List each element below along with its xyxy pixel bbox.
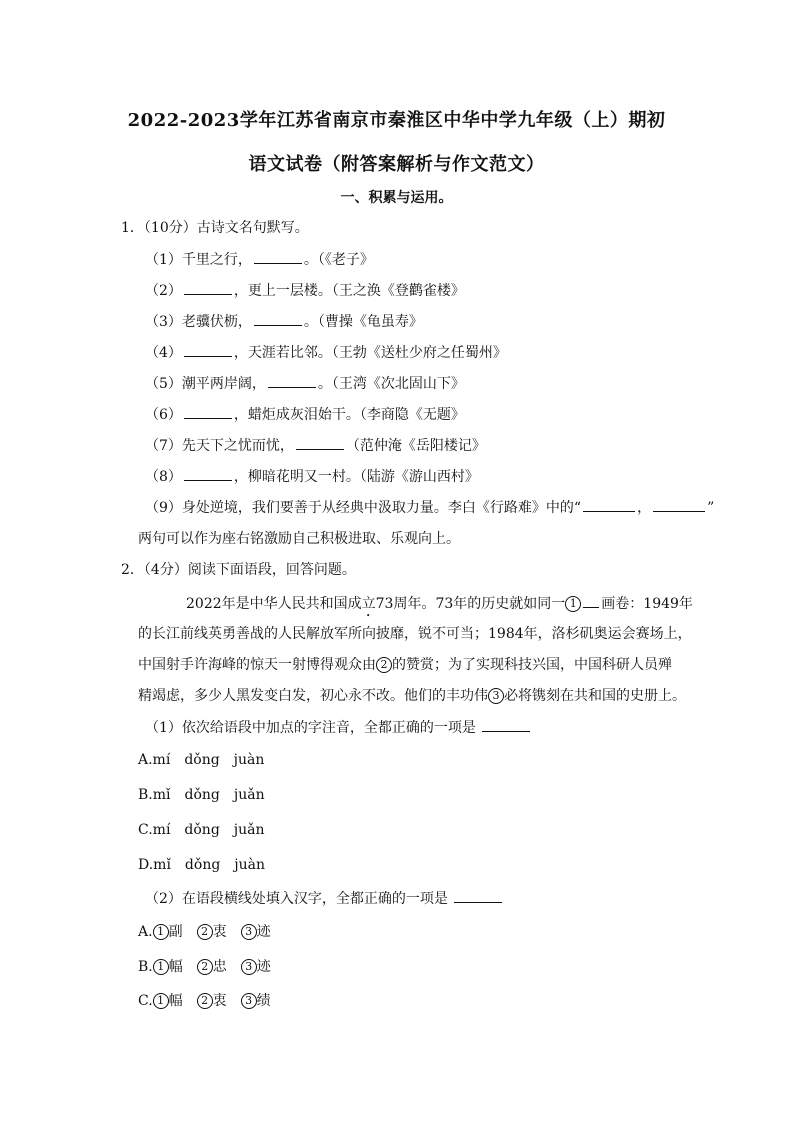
q1-item-3: （3）老骥伏枥， 。（曹操《龟虽寿》 [145,311,423,332]
answer-blank[interactable] [583,593,599,608]
answer-blank[interactable] [184,466,232,481]
answer-blank[interactable] [254,311,302,326]
q2-sub2: （2）在语段横线处填入汉字，全都正确的一项是 [145,888,504,909]
q2-sub1-option-b[interactable]: B.mǐ dǒng juǎn [138,787,265,803]
section-heading: 一、积累与运用。 [340,190,453,206]
q2-sub1-option-c[interactable]: C.mí dǒng juǎn [138,822,265,838]
answer-blank[interactable] [254,249,302,264]
q1-item-5: （5）潮平两岸阔， 。（王湾《次北固山下》 [145,373,465,394]
q1-item-6: （6） ，蜡炬成灰泪始干。（李商隐《无题》 [145,404,465,425]
passage-line-2: 的长江前线英勇善战的人民解放军所向披靡，锐不可当；1984年，洛杉矶奥运会赛场上， [138,626,692,642]
q2-sub2-option-b[interactable]: B. 1 幅 2 忠 3 迹 [138,959,271,975]
question-2-stem: 2．（4分）阅读下面语段，回答问题。 [121,562,356,578]
doc-title-line1: 2022-2023学年江苏省南京市秦淮区中华中学九年级（上）期初 [127,110,666,131]
q2-sub2-option-c[interactable]: C. 1 幅 2 衷 3 绩 [138,993,271,1009]
answer-blank[interactable] [482,717,530,732]
circled-number: 2 [376,657,392,673]
q1-item-8: （8） ，柳暗花明又一村。（陆游《游山西村》 [145,466,479,487]
answer-blank[interactable] [296,435,344,450]
question-1-stem: 1．（10分）古诗文名句默写。 [121,220,309,236]
answer-blank[interactable] [184,404,232,419]
answer-blank[interactable] [184,342,232,357]
circled-number: 3 [488,688,504,704]
q2-sub1-option-d[interactable]: D.mǐ dǒng juàn [138,857,266,873]
q2-sub1-option-a[interactable]: A.mí dǒng juàn [138,752,265,768]
answer-blank[interactable] [268,373,316,388]
q1-item-9: （9）身处逆境，我们要善于从经典中汲取力量。李白《行路难》中的“ ， ” [145,497,714,518]
q2-sub1: （1）依次给语段中加点的字注音，全都正确的一项是 [145,717,532,738]
q2-sub2-option-a[interactable]: A. 1 副 2 衷 3 迹 [138,924,271,940]
q1-item-7: （7）先天下之忧而忧， （范仲淹《岳阳楼记》 [145,435,486,456]
passage-line-3: 中国射手许海峰的惊天一射博得观众由 2 的赞赏；为了实现科技兴国，中国科研人员殚 [138,657,672,673]
doc-title-line2: 语文试卷（附答案解析与作文范文） [248,154,545,175]
answer-blank[interactable] [184,280,232,295]
q1-item-4: （4） ，天涯若比邻。（王勃《送杜少府之任蜀州》 [145,342,507,363]
passage-line-1: 2022年是中华人民共和国成立73周年。73年的历史就如同一 1 画卷：1949年 [186,593,693,620]
circled-number: 1 [565,596,581,612]
q1-item-9-cont: 两句可以作为座右铭激励自己积极进取、乐观向上。 [138,531,460,547]
answer-blank[interactable] [653,497,705,512]
answer-blank[interactable] [454,888,502,903]
answer-blank[interactable] [583,497,635,512]
q1-item-2: （2） ，更上一层楼。（王之涣《登鹳雀楼》 [145,280,465,301]
passage-line-4: 精竭虑，多少人黑发变白发，初心永不改。他们的丰功伟 3 必将镌刻在共和国的史册上。 [138,688,686,704]
q1-item-1: （1）千里之行， 。（《老子》 [145,249,374,270]
